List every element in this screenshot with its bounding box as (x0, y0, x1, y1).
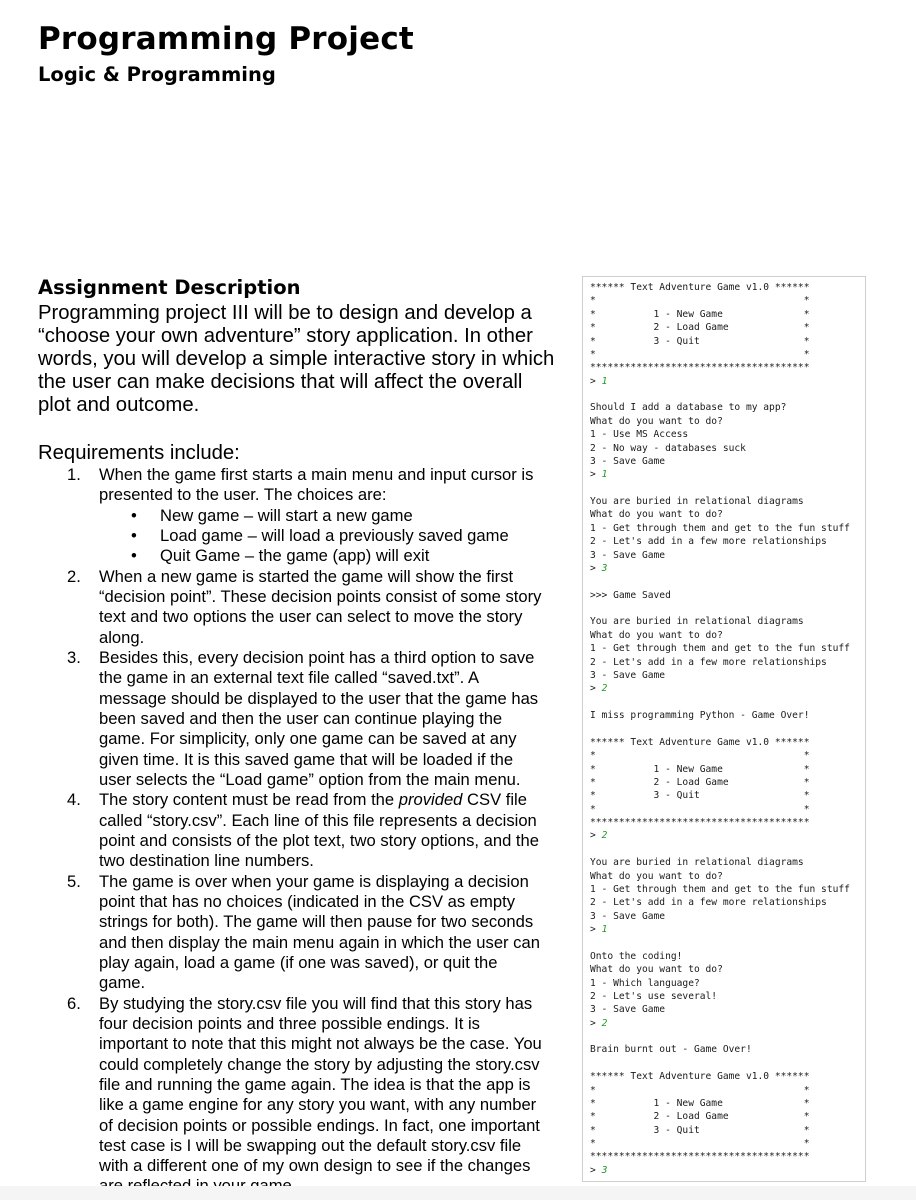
terminal-text: * * (590, 750, 810, 762)
bullet-icon: • (131, 505, 137, 525)
terminal-text: > (590, 924, 602, 935)
terminal-text: You are buried in relational diagrams (590, 496, 804, 507)
terminal-prompt-line (590, 829, 850, 842)
terminal-text: * * (590, 803, 810, 815)
terminal-text: > (590, 1017, 602, 1029)
terminal-text: * 3 - Quit * (590, 335, 810, 347)
requirement-text: Besides this, every decision point has a third option to save (99, 647, 535, 667)
menu-choices-list (99, 506, 570, 567)
terminal-line (590, 870, 850, 883)
terminal-line (590, 522, 850, 535)
terminal-text (590, 389, 596, 400)
terminal-text: What do you want to do? (590, 509, 723, 521)
terminal-text: 3 - Save Game (590, 455, 666, 467)
terminal-text: > (590, 562, 602, 574)
list-number: 4. (67, 790, 81, 810)
terminal-line (590, 589, 850, 602)
requirement-text: been saved and then the user can continue playing the (99, 708, 503, 728)
requirement-text: file and running the game again. The idea is that the app is (99, 1074, 531, 1094)
terminal-text: What do you want to do? (590, 629, 723, 641)
terminal-text: 2 - Let's add in a few more relationships (590, 897, 827, 909)
bullet-item (99, 506, 570, 526)
requirement-text: four decision points and three possible endings. It is (99, 1013, 480, 1033)
requirement-text: The game is over when your game is displaying a decision (99, 871, 529, 891)
terminal-line (590, 977, 850, 990)
terminal-prompt-line (590, 468, 850, 481)
terminal-text: 3 - Save Game (590, 910, 666, 922)
user-input-value: 2 (601, 683, 608, 695)
terminal-text: I miss programming Python - Game Over! (590, 710, 810, 721)
terminal-text: ****** Text Adventure Game v1.0 ****** (590, 1071, 810, 1083)
requirement-item-3 (0, 648, 570, 790)
list-number: 6. (67, 993, 81, 1013)
terminal-text: You are buried in relational diagrams (590, 857, 804, 869)
requirement-text: text and two options the user can select to move the story (99, 607, 523, 627)
terminal-line (590, 950, 850, 963)
terminal-line (590, 883, 850, 896)
terminal-text: 1 - Get through them and get to the fun stuff (590, 522, 850, 534)
terminal-line (590, 615, 850, 628)
terminal-text: ************************************** (590, 362, 810, 374)
terminal-line (590, 936, 850, 949)
user-input-value: 2 (601, 830, 608, 842)
terminal-line (590, 789, 850, 802)
terminal-line (590, 1003, 850, 1016)
terminal-prompt-line (590, 1017, 850, 1030)
requirement-text: play again, load a game (if one was saved), or quit the (99, 952, 498, 972)
terminal-text: * 2 - Load Game * (590, 322, 810, 334)
terminal-line (590, 415, 850, 428)
terminal-text: > (590, 830, 602, 842)
terminal-text: * 3 - Quit * (590, 1124, 810, 1136)
terminal-text: >>> Game Saved (590, 589, 671, 601)
terminal-prompt-line (590, 375, 850, 388)
requirement-text: with a different one of my own design to see if the changes (99, 1156, 531, 1176)
intro-line: the user can make decisions that will affect the overall (38, 371, 523, 394)
terminal-line (590, 482, 850, 495)
terminal-line (590, 749, 850, 762)
terminal-line (590, 1110, 850, 1123)
terminal-text (590, 723, 596, 734)
terminal-text: * 2 - Load Game * (590, 776, 810, 788)
terminal-line (590, 763, 850, 776)
bullet-icon: • (131, 525, 137, 545)
terminal-text: ****** Text Adventure Game v1.0 ****** (590, 282, 810, 293)
terminal-line (590, 281, 850, 294)
page-title: Programming Project (38, 21, 414, 57)
terminal-text: Onto the coding! (590, 950, 683, 962)
terminal-line (590, 602, 850, 615)
requirement-text: test case is I will be swapping out the default story.csv file (99, 1135, 522, 1155)
terminal-line (590, 442, 850, 455)
terminal-line (590, 803, 850, 816)
section-heading: Assignment Description (38, 276, 301, 299)
terminal-text: Should I add a database to my app? (590, 402, 787, 414)
list-number: 3. (67, 647, 81, 667)
terminal-text (590, 483, 596, 494)
bullet-item (99, 526, 570, 546)
requirement-text: game. (99, 973, 146, 993)
terminal-text: * * (590, 1138, 810, 1149)
terminal-prompt-line (590, 1164, 850, 1177)
intro-line: “choose your own adventure” story application. In other (38, 325, 533, 348)
terminal-line (590, 910, 850, 923)
terminal-text (590, 844, 596, 855)
requirement-text: could completely change the story by adjusting the story.csv (99, 1054, 540, 1074)
requirements-list (0, 465, 570, 1197)
user-input-value: 1 (601, 375, 608, 387)
bullet-item (99, 546, 570, 566)
terminal-text: * * (590, 348, 810, 360)
requirement-text: game. For simplicity, only one game can be saved at any (99, 729, 517, 749)
terminal-line (590, 361, 850, 374)
list-number: 1. (67, 465, 81, 484)
terminal-line (590, 722, 850, 735)
requirement-text: “decision point”. These decision points consist of some story (99, 586, 542, 606)
terminal-text: 1 - Get through them and get to the fun stuff (590, 643, 850, 655)
user-input-value: 2 (601, 1017, 608, 1029)
terminal-line (590, 575, 850, 588)
bullet-text: Load game – will load a previously saved game (160, 525, 509, 545)
requirement-text: called “story.csv”. Each line of this file represents a decision (99, 810, 537, 830)
user-input-value: 1 (601, 469, 608, 481)
bullet-text: Quit Game – the game (app) will exit (160, 546, 430, 566)
terminal-text: 3 - Save Game (590, 1004, 666, 1016)
requirement-text: When a new game is started the game will show the first (99, 566, 514, 586)
terminal-line (590, 816, 850, 829)
terminal-line (590, 843, 850, 856)
requirement-text: of decision points or possible endings. In fact, one important (99, 1115, 540, 1135)
terminal-text (590, 697, 596, 708)
terminal-line (590, 656, 850, 669)
terminal-text: 1 - Get through them and get to the fun stuff (590, 883, 850, 895)
user-input-value: 3 (601, 1164, 608, 1176)
terminal-prompt-line (590, 923, 850, 936)
requirement-item-6 (0, 994, 570, 1197)
text-run: The story content must be read from the (99, 790, 399, 810)
intro-line: Programming project III will be to design and develop a (38, 302, 532, 324)
terminal-text: 2 - Let's add in a few more relationships (590, 656, 827, 668)
emphasized-text: provided (398, 790, 463, 810)
terminal-line (590, 294, 850, 307)
requirement-text: user selects the “Load game” option from the main menu. (99, 769, 521, 789)
list-number: 2. (67, 566, 81, 586)
bullet-text: New game – will start a new game (160, 505, 413, 525)
terminal-text: You are buried in relational diagrams (590, 616, 804, 628)
requirement-text: like a game engine for any story you want, with any number (99, 1095, 537, 1115)
terminal-line (590, 629, 850, 642)
requirement-text: given time. It is this saved game that will be loaded if the (99, 749, 514, 769)
terminal-line (590, 1150, 850, 1163)
terminal-line (590, 1084, 850, 1097)
terminal-text (590, 603, 596, 614)
terminal-line (590, 455, 850, 468)
terminal-text: * * (590, 295, 810, 307)
terminal-line (590, 535, 850, 548)
terminal-text: 1 - Use MS Access (590, 429, 689, 441)
terminal-text: 3 - Save Game (590, 669, 666, 681)
bullet-icon: • (131, 546, 137, 566)
intro-line: words, you will develop a simple interactive story in which (38, 348, 555, 371)
terminal-line (590, 388, 850, 401)
terminal-text: 1 - Which language? (590, 977, 700, 989)
terminal-line (590, 1043, 850, 1056)
text-run: CSV file (462, 790, 527, 810)
requirement-text: the game in an external text file called “saved.txt”. A (99, 668, 480, 688)
terminal-line (590, 308, 850, 321)
terminal-line (590, 321, 850, 334)
terminal-line (590, 963, 850, 976)
terminal-text: 2 - Let's add in a few more relationships (590, 536, 827, 548)
terminal-line (590, 1124, 850, 1137)
terminal-text: What do you want to do? (590, 870, 723, 882)
requirement-text: point and consists of the plot text, two story options, and the (99, 830, 539, 850)
terminal-text: ************************************** (590, 1151, 810, 1163)
terminal-text (590, 1031, 596, 1042)
requirement-text: important to note that this might not always be the case. You (99, 1034, 542, 1054)
requirement-text: along. (99, 627, 145, 647)
terminal-transcript (590, 281, 850, 1177)
course-subtitle: Logic & Programming (38, 63, 276, 86)
intro-line: plot and outcome. (38, 394, 200, 417)
requirement-text: strings for both). The game will then pause for two seconds (99, 912, 534, 932)
terminal-text (590, 576, 596, 587)
requirement-text: presented to the user. The choices are: (99, 485, 387, 505)
terminal-text: 2 - Let's use several! (590, 990, 718, 1002)
requirement-text: message should be displayed to the user that the game has (99, 688, 539, 708)
terminal-text: 3 - Save Game (590, 549, 666, 561)
requirement-text: point that has no choices (indicated in the CSV as empty (99, 891, 516, 911)
terminal-line (590, 1097, 850, 1110)
terminal-text: > (590, 683, 602, 695)
terminal-line (590, 549, 850, 562)
requirement-item-2 (0, 567, 570, 648)
terminal-text: > (590, 469, 602, 481)
terminal-line (590, 736, 850, 749)
terminal-prompt-line (590, 562, 850, 575)
terminal-text: > (590, 375, 602, 387)
terminal-text: Brain burnt out - Game Over! (590, 1044, 752, 1056)
requirement-text: When the game first starts a main menu and input cursor is (99, 465, 534, 484)
user-input-value: 1 (601, 924, 608, 935)
terminal-line (590, 1137, 850, 1150)
terminal-text: * * (590, 1084, 810, 1096)
terminal-line (590, 1070, 850, 1083)
terminal-text: 2 - No way - databases suck (590, 442, 746, 454)
terminal-line (590, 990, 850, 1003)
list-number: 5. (67, 871, 81, 891)
terminal-line (590, 401, 850, 414)
terminal-text: What do you want to do? (590, 415, 723, 427)
requirement-item-1 (0, 465, 570, 567)
terminal-text: * 1 - New Game * (590, 308, 810, 320)
terminal-output-screenshot (582, 276, 866, 1182)
terminal-text: * 3 - Quit * (590, 790, 810, 802)
terminal-text (590, 1058, 596, 1069)
terminal-line (590, 776, 850, 789)
terminal-line (590, 428, 850, 441)
terminal-line (590, 709, 850, 722)
terminal-line (590, 696, 850, 709)
terminal-text: ************************************** (590, 817, 810, 828)
requirements-heading: Requirements include: (38, 442, 240, 464)
terminal-text: ****** Text Adventure Game v1.0 ****** (590, 736, 810, 748)
requirement-text: two destination line numbers. (99, 851, 314, 871)
terminal-line (590, 896, 850, 909)
intro-paragraph (38, 302, 568, 417)
terminal-text: > (590, 1164, 602, 1176)
terminal-text: * 1 - New Game * (590, 1097, 810, 1109)
user-input-value: 3 (601, 562, 608, 574)
terminal-text: What do you want to do? (590, 964, 723, 976)
requirement-item-5 (0, 872, 570, 994)
terminal-line (590, 508, 850, 521)
page-bottom-margin (0, 1186, 916, 1200)
terminal-line (590, 642, 850, 655)
terminal-line (590, 856, 850, 869)
terminal-line (590, 1057, 850, 1070)
requirement-text (99, 790, 570, 810)
terminal-line (590, 1030, 850, 1043)
terminal-line (590, 348, 850, 361)
terminal-line (590, 335, 850, 348)
terminal-prompt-line (590, 682, 850, 695)
terminal-line (590, 669, 850, 682)
terminal-text: * 2 - Load Game * (590, 1111, 810, 1123)
terminal-line (590, 495, 850, 508)
terminal-text (590, 937, 596, 948)
requirement-text: By studying the story.csv file you will find that this story has (99, 993, 533, 1013)
requirement-item-4 (0, 790, 570, 871)
terminal-text: * 1 - New Game * (590, 763, 810, 775)
requirement-text: and then display the main menu again in which the user can (99, 932, 540, 952)
